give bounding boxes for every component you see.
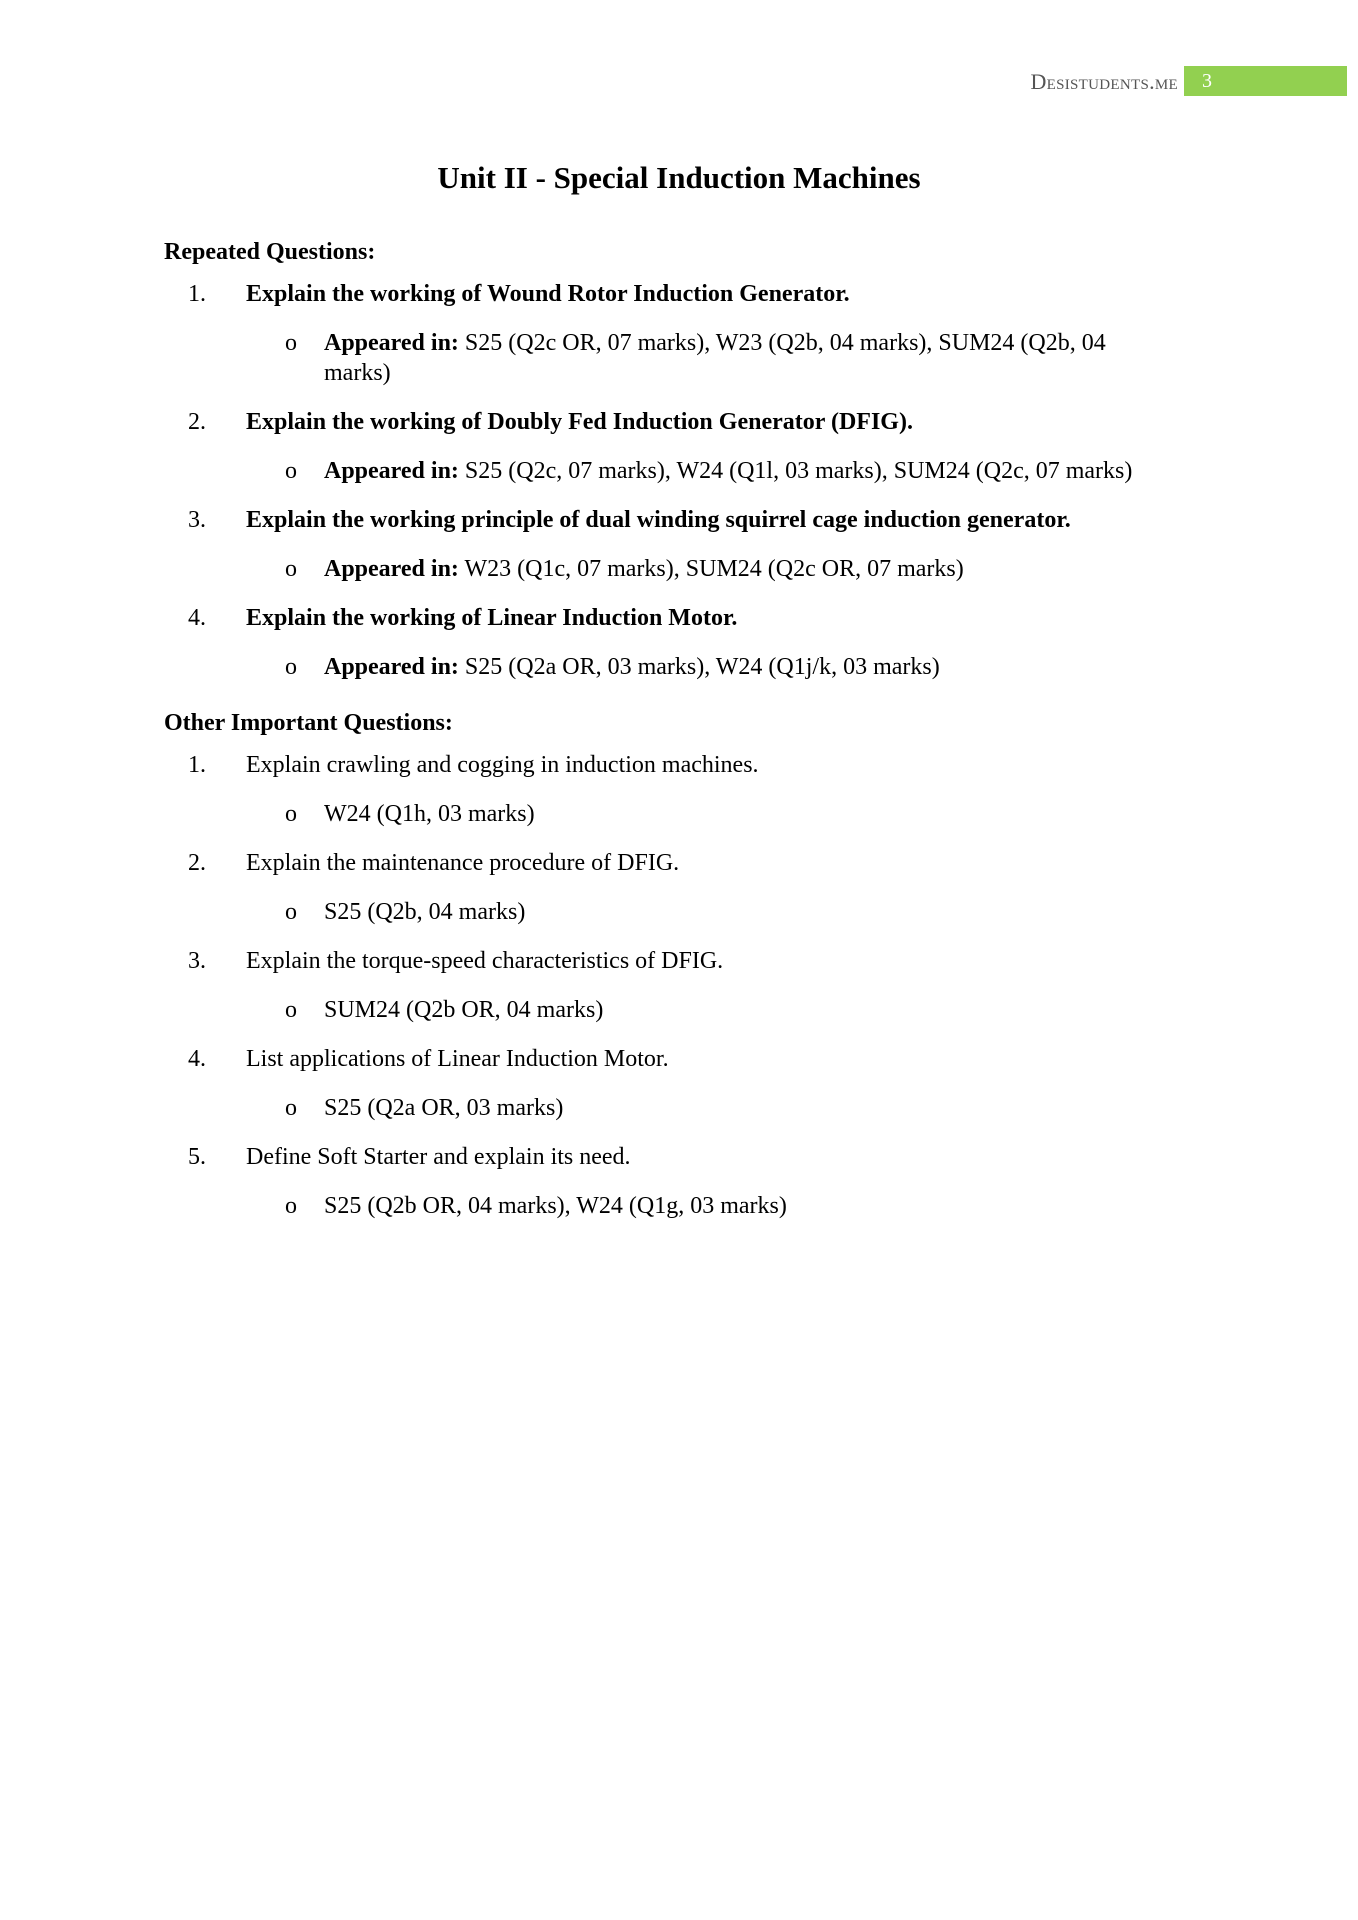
appearance-detail: W24 (Q1h, 03 marks): [324, 801, 535, 827]
appearance-detail: SUM24 (Q2b OR, 04 marks): [324, 997, 604, 1023]
page-title: Unit II - Special Induction Machines: [437, 160, 921, 195]
question-number: 3.: [188, 507, 206, 533]
question-number: 2.: [188, 409, 206, 435]
bullet-icon: o: [285, 899, 297, 925]
appearance-item: [164, 328, 1194, 388]
other-question: [164, 750, 1194, 780]
question-number: 5.: [188, 1144, 206, 1170]
question-number: 2.: [188, 850, 206, 876]
question-number: 1.: [188, 281, 206, 307]
appearance-item: [164, 456, 1194, 486]
appearance-detail: W23 (Q1c, 07 marks), SUM24 (Q2c OR, 07 marks): [464, 556, 964, 582]
page-header: [0, 66, 1358, 96]
repeated-question: [164, 505, 1194, 535]
bullet-icon: o: [285, 997, 297, 1023]
appearance-item: [164, 554, 1194, 584]
other-question: [164, 1142, 1194, 1172]
appeared-label: Appeared in:: [324, 458, 459, 484]
repeated-question: [164, 603, 1194, 633]
appearance-item: [164, 799, 1194, 829]
bullet-icon: o: [285, 556, 297, 582]
appearance-item: [164, 897, 1194, 927]
appearance-detail: S25 (Q2b, 04 marks): [324, 899, 526, 925]
bullet-icon: o: [285, 1095, 297, 1121]
appeared-label: Appeared in:: [324, 556, 459, 582]
appearance-detail: S25 (Q2c, 07 marks), W24 (Q1l, 03 marks), SUM24 (Q2c, 07 marks): [464, 458, 1133, 484]
repeated-question: [164, 279, 1194, 309]
question-text: Explain the working of Wound Rotor Induction Generator.: [246, 281, 850, 307]
appearance-detail: S25 (Q2c OR, 07 marks), W23 (Q2b, 04 marks), SUM24 (Q2b, 04 marks): [324, 330, 1106, 386]
appearance-item: [164, 652, 1194, 682]
question-text: Explain the working principle of dual winding squirrel cage induction generator.: [246, 507, 1071, 533]
repeated-question: [164, 407, 1194, 437]
appearance-detail: S25 (Q2a OR, 03 marks): [324, 1095, 564, 1121]
question-text: Define Soft Starter and explain its need.: [246, 1144, 631, 1170]
appearance-detail: S25 (Q2b OR, 04 marks), W24 (Q1g, 03 marks): [324, 1193, 787, 1219]
page-number: 3: [1184, 66, 1347, 96]
appeared-label: Appeared in:: [324, 330, 459, 356]
appearance-item: [164, 995, 1194, 1025]
question-number: 1.: [188, 752, 206, 778]
repeated-questions-heading: Repeated Questions:: [164, 239, 376, 265]
other-question: [164, 946, 1194, 976]
question-text: Explain the maintenance procedure of DFIG.: [246, 850, 680, 876]
bullet-icon: o: [285, 1193, 297, 1219]
appearance-item: [164, 1093, 1194, 1123]
bullet-icon: o: [285, 458, 297, 484]
question-number: 4.: [188, 605, 206, 631]
bullet-icon: o: [285, 801, 297, 827]
other-questions-heading: Other Important Questions:: [164, 710, 453, 736]
question-number: 3.: [188, 948, 206, 974]
question-number: 4.: [188, 1046, 206, 1072]
document-body: [164, 230, 1194, 1240]
other-question: [164, 1044, 1194, 1074]
question-text: Explain crawling and cogging in induction machines.: [246, 752, 759, 778]
bullet-icon: o: [285, 654, 297, 680]
site-brand: Desistudents.me: [1030, 69, 1178, 94]
bullet-icon: o: [285, 330, 297, 356]
question-text: Explain the working of Linear Induction Motor.: [246, 605, 738, 631]
question-text: Explain the working of Doubly Fed Induction Generator (DFIG).: [246, 409, 913, 435]
appearance-item: [164, 1191, 1194, 1221]
other-question: [164, 848, 1194, 878]
appeared-label: Appeared in:: [324, 654, 459, 680]
question-text: Explain the torque-speed characteristics of DFIG.: [246, 948, 724, 974]
appearance-detail: S25 (Q2a OR, 03 marks), W24 (Q1j/k, 03 marks): [464, 654, 940, 680]
question-text: List applications of Linear Induction Motor.: [246, 1046, 669, 1072]
